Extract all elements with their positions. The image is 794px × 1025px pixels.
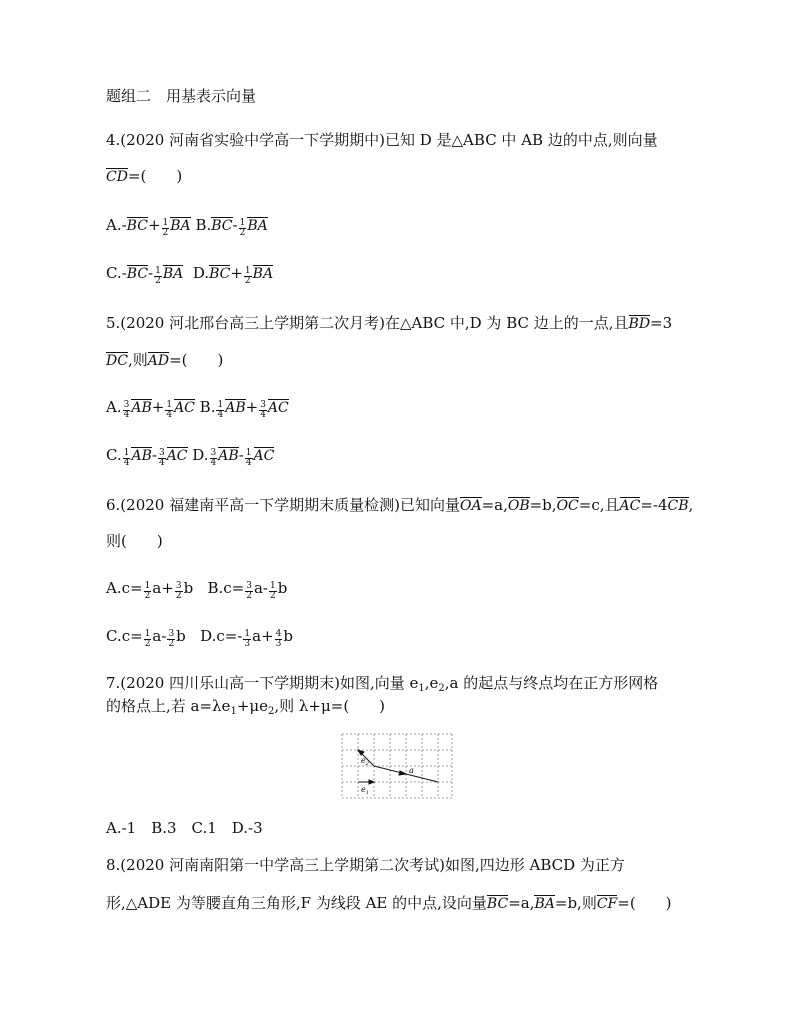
label-a: a (409, 766, 414, 775)
vector-bc: BC (126, 218, 148, 234)
vector-ab: AB (131, 400, 152, 416)
q5-options-row1 (106, 397, 289, 420)
vector-e2-arrow (358, 750, 364, 755)
sub-2: 2 (438, 683, 445, 694)
minus-sign: - (151, 446, 157, 464)
q7-l1: 7.(2020 四川乐山高一下学期期末)如图,向量 e (106, 674, 419, 692)
label-e1: $e_1$ (361, 785, 369, 796)
vector-ba: BA (252, 266, 274, 282)
q8-line2 (106, 893, 672, 914)
q8-l2: 形,△ADE 为等腰直角三角形,F 为线段 AE 的中点,设向量 (106, 894, 487, 912)
q6-option-c: C.c= (106, 627, 143, 645)
q7-l2c: ,则 λ+μ=( ) (274, 697, 386, 715)
fraction-half: $\frac{1}{2}$ (244, 266, 251, 286)
q5-eq: =3 (650, 314, 673, 332)
vector-bd: BD (628, 316, 651, 332)
q4-options-row1 (106, 215, 268, 238)
q5-stem-line (106, 313, 672, 334)
section-title: 题组二 用基表示向量 (106, 87, 257, 105)
q6-option-d: D.c=- (200, 627, 243, 645)
sub-1: 1 (418, 683, 425, 694)
q7-l2: 的格点上,若 a=λe (106, 697, 231, 715)
q5-option-c-label: C. (106, 446, 122, 464)
fraction-quarter: $\frac{1}{4}$ (245, 448, 252, 468)
q6-option-a: A.c= (106, 579, 143, 597)
q4-option-a-label: A.- (106, 216, 127, 234)
vector-ba: BA (170, 218, 191, 234)
q5-options-row2 (106, 445, 274, 468)
q8-line1: 8.(2020 河南南阳第一中学高三上学期第二次考试)如图,四边形 ABCD 为正方 (106, 856, 625, 874)
q6-options-row1: A.c= $\frac{1}{2}$ a+ $\frac{3}{2}$ b B.c= $\frac{3}{2}$ a- $\frac{1}{2}$ b (106, 579, 288, 601)
q7-options: A.-1 B.3 C.1 D.-3 (106, 819, 263, 837)
q7-l1c: ,a 的起点与终点均在正方形网格 (444, 674, 659, 692)
fraction-three-quarters: $\frac{3}{4}$ (210, 448, 217, 468)
fraction-three-quarters: $\frac{3}{4}$ (158, 448, 165, 468)
vector-ab: AB (225, 400, 246, 416)
vector-ac: AC (166, 448, 188, 464)
vector-ac: AC (174, 400, 195, 416)
fraction-quarter: $\frac{1}{4}$ (166, 400, 173, 420)
q5-stem: 5.(2020 河北邢台高三上学期第二次月考)在△ABC 中,D 为 BC 边上的一点,且 (106, 314, 629, 332)
q5-comma: ,则 (127, 351, 148, 369)
plus-sign: + (230, 264, 243, 282)
q8-l2b: =a, (508, 894, 535, 912)
sub-2: 2 (268, 706, 275, 717)
vector-cf: CF (596, 896, 618, 912)
q4-option-b-label: B. (195, 216, 212, 234)
vector-ad: AD (147, 353, 170, 369)
q6-line2: 则( ) (106, 532, 163, 550)
fraction-three-quarters: $\frac{3}{4}$ (123, 400, 130, 420)
q8-l2d: =( ) (617, 894, 672, 912)
vector-cd: CD (106, 169, 128, 185)
q4-stem-line2 (106, 166, 182, 187)
q4-option-c-label: C.- (106, 264, 127, 282)
vector-ab: AB (218, 448, 239, 464)
vector-ba: BA (247, 218, 268, 234)
eq-b: =b, (529, 496, 557, 514)
eq-a: =a, (481, 496, 508, 514)
q4-stem: 4.(2020 河南省实验中学高一下学期期中)已知 D 是△ABC 中 AB 边的中点,则向量 (106, 131, 658, 149)
vector-ob: OB (507, 498, 530, 514)
q4-options-row2 (106, 263, 273, 286)
vector-ac: AC (619, 498, 641, 514)
vector-bc: BC (211, 218, 233, 234)
fraction-quarter: $\frac{1}{4}$ (217, 400, 224, 420)
q5-option-d-label: D. (192, 446, 209, 464)
q6-options-row2: C.c= $\frac{1}{2}$ a- $\frac{3}{2}$ b D.c=- $\frac{1}{3}$ a+ $\frac{4}{3}$ b (106, 627, 293, 649)
plus-sign: + (245, 398, 259, 416)
fraction-half: $\frac{1}{2}$ (239, 218, 246, 238)
vector-ba: BA (534, 896, 555, 912)
q6-option-b: B.c= (207, 579, 245, 597)
q4-stem-line (106, 130, 658, 150)
q4-option-d-label: D. (192, 264, 210, 282)
q5-tail: =( ) (169, 351, 224, 369)
end-comma: , (688, 496, 694, 514)
q8-l2c: =b,则 (554, 894, 597, 912)
q6-stem-line (106, 495, 693, 516)
q7-l2b: +μe (236, 697, 269, 715)
vector-ac: AC (253, 448, 275, 464)
vector-dc: DC (106, 353, 128, 369)
q7-grid-figure (339, 730, 457, 800)
q7-l1b: ,e (424, 674, 439, 692)
q5-stem-line2 (106, 350, 223, 371)
q5-option-b-label: B. (199, 398, 216, 416)
q6-stem: 6.(2020 福建南平高一下学期期末质量检测)已知向量 (106, 496, 460, 514)
vector-oc: OC (556, 498, 579, 514)
vector-oa: OA (459, 498, 482, 514)
fraction-half: $\frac{1}{2}$ (162, 218, 169, 238)
vector-bc: BC (209, 266, 231, 282)
fraction-half: $\frac{1}{2}$ (155, 266, 161, 286)
vector-bc: BC (126, 266, 149, 282)
eq-c: =c,且 (578, 496, 620, 514)
plus-sign: + (151, 398, 165, 416)
vector-ac: AC (267, 400, 289, 416)
vector-cb: CB (667, 498, 689, 514)
grid-lines (342, 734, 452, 798)
q7-line2 (106, 696, 385, 722)
minus-sign: - (232, 216, 238, 234)
vector-a-arrow (399, 771, 406, 775)
plus-sign: + (147, 216, 161, 234)
eq-minus4: =-4 (640, 496, 668, 514)
q5-option-a-label: A. (106, 398, 122, 416)
vector-ab: AB (131, 448, 152, 464)
sub-1: 1 (230, 706, 237, 717)
vector-bc: BC (486, 896, 509, 912)
fraction-three-quarters: $\frac{3}{4}$ (260, 400, 266, 420)
minus-sign: - (238, 446, 244, 464)
minus-sign: - (148, 264, 154, 282)
q4-tail: =( ) (127, 167, 183, 185)
vector-e1-arrow (369, 780, 374, 784)
label-e2: $e_2$ (361, 756, 369, 767)
fraction-quarter: $\frac{1}{4}$ (123, 448, 130, 468)
vector-ba: BA (162, 266, 184, 282)
